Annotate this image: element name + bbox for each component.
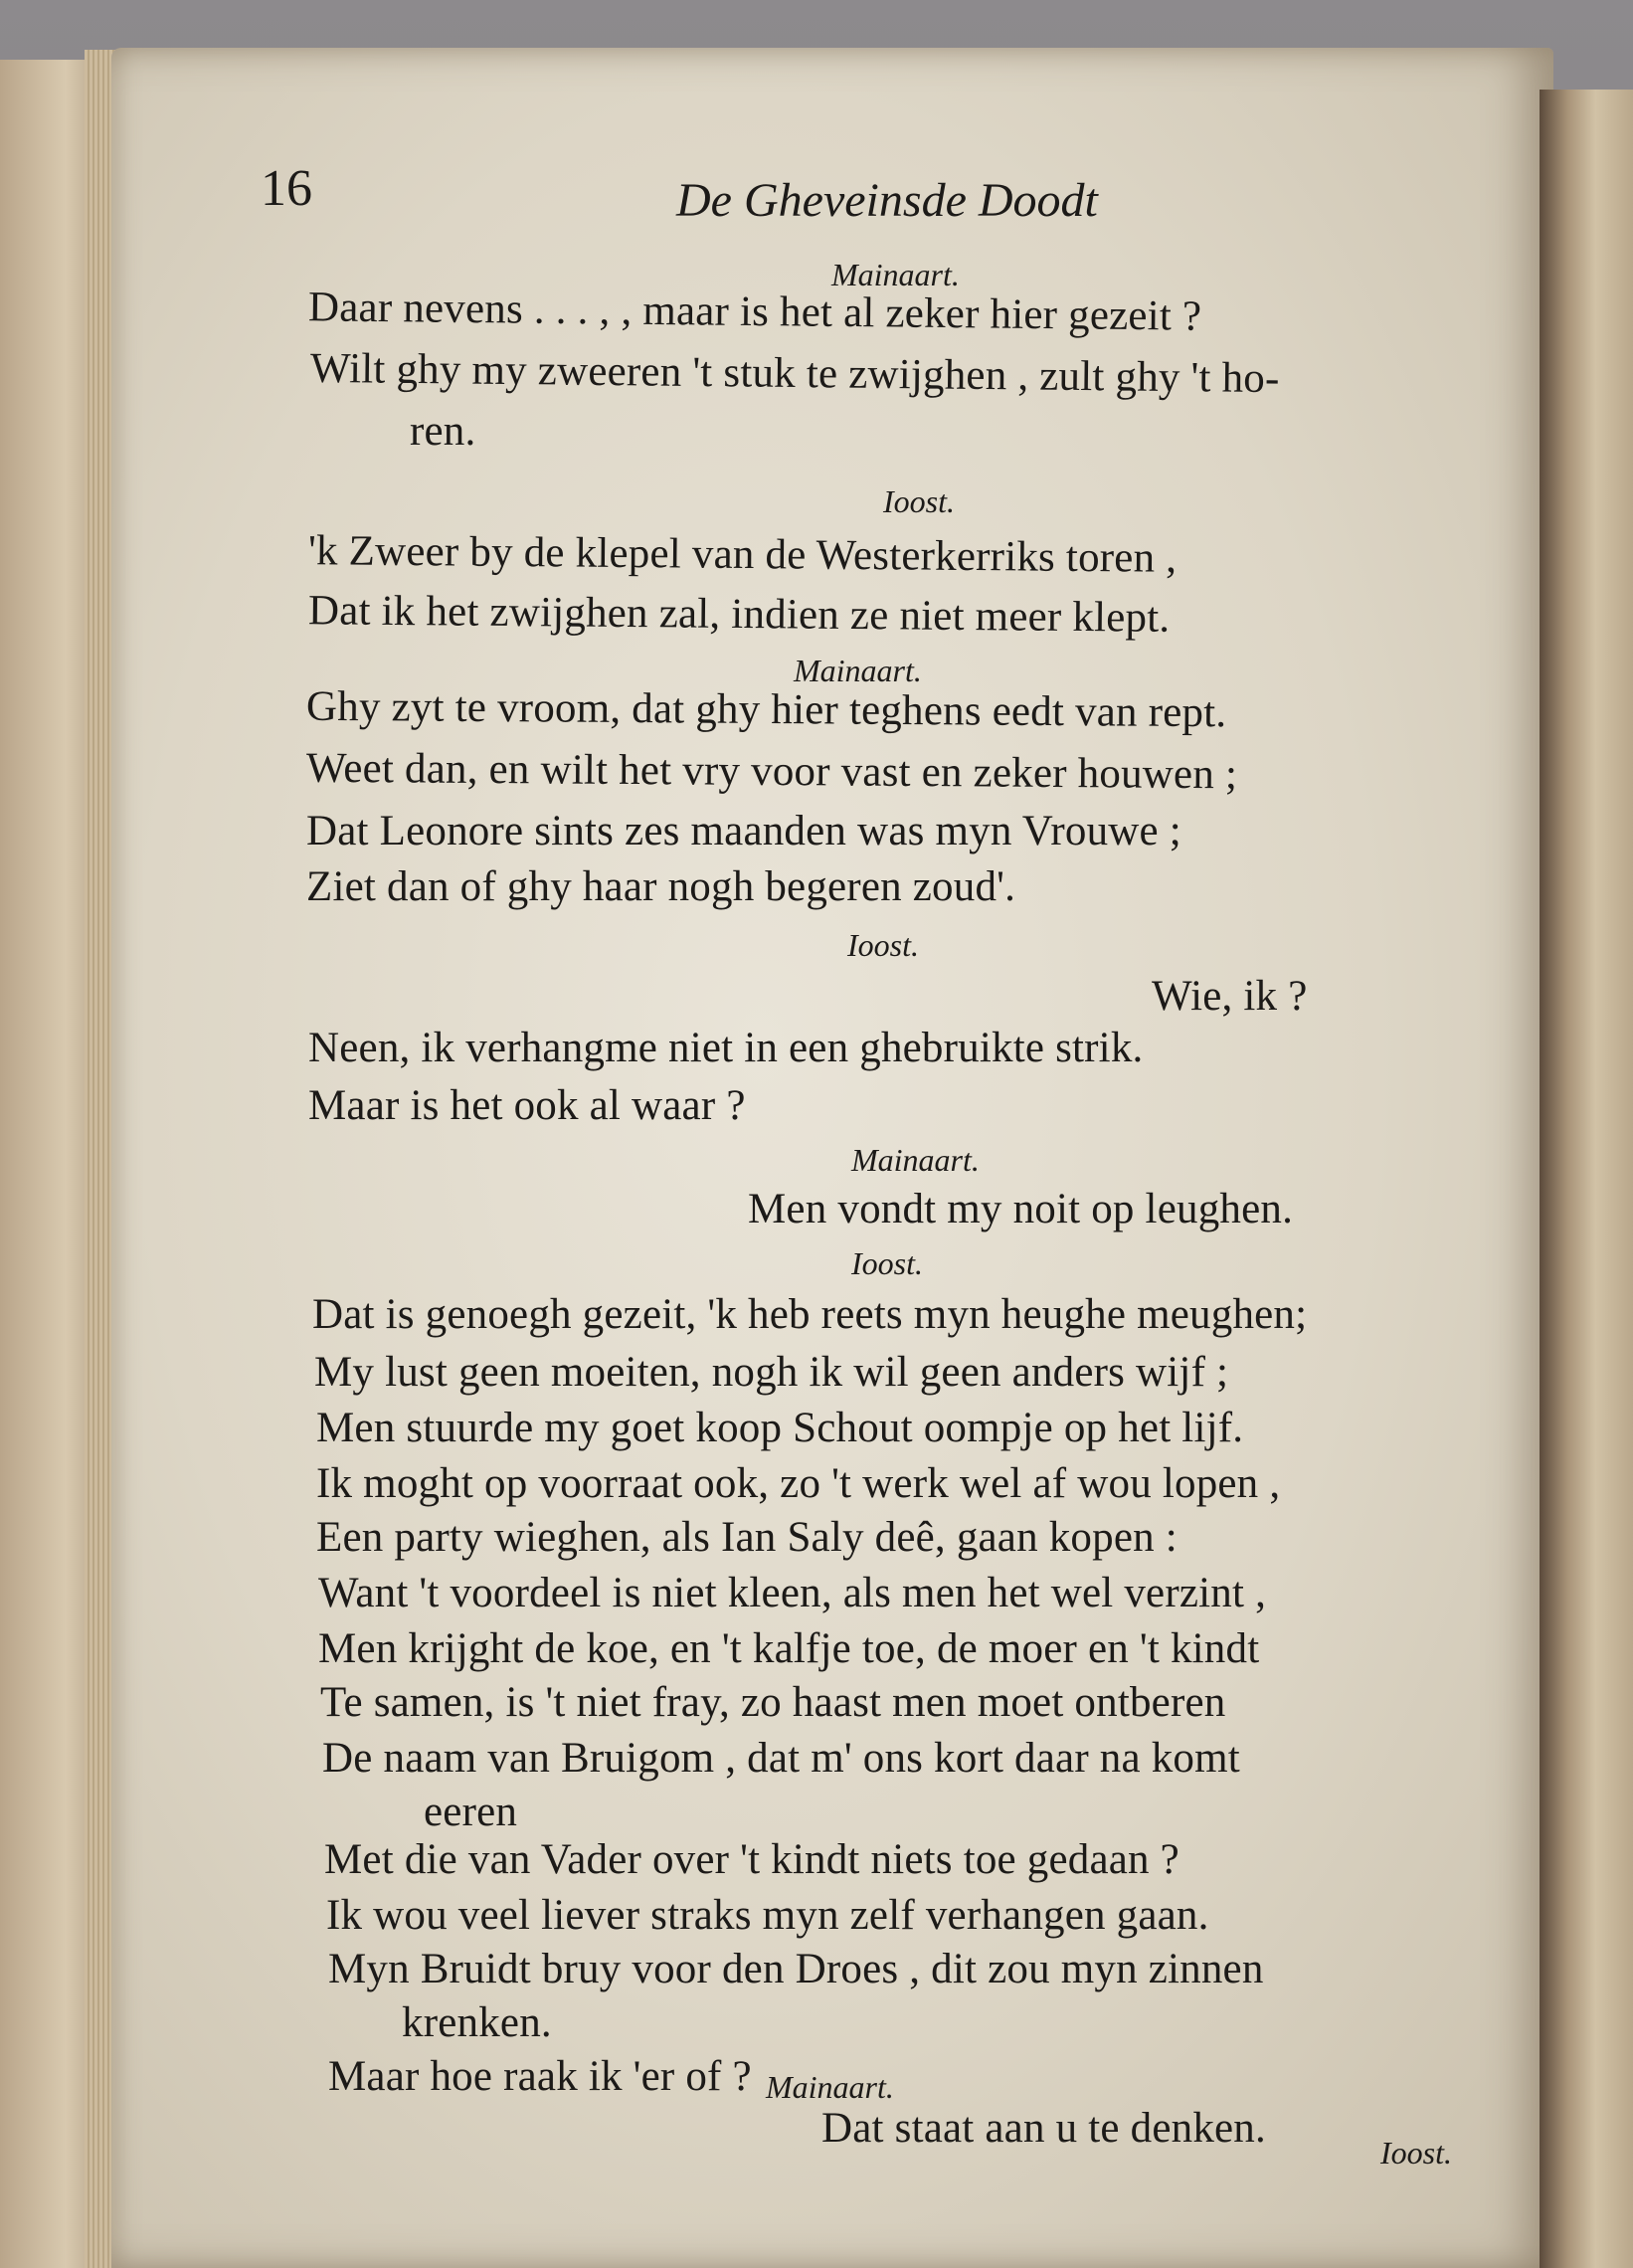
verse-line: eeren: [424, 1789, 518, 1835]
verse-line: Te samen, is 't niet fray, zo haast men moet ontberen: [320, 1679, 1226, 1726]
verse-line: Dat staat aan u te denken.: [821, 2105, 1266, 2152]
verse-line: Neen, ik verhangme niet in een ghebruikte strik.: [308, 1025, 1144, 1071]
speaker-label: Mainaart.: [851, 1142, 980, 1178]
verse-line: Wie, ik ?: [1152, 973, 1308, 1020]
verse-line: Weet dan, en wilt het vry voor vast en zeker houwen ;: [305, 744, 1238, 799]
verse-line: Want 't voordeel is niet kleen, als men het wel verzint ,: [318, 1570, 1267, 1616]
verse-line: Dat is genoegh gezeit, 'k heb reets myn heughe meughen;: [312, 1291, 1308, 1338]
verse-line: Met die van Vader over 't kindt niets toe gedaan ?: [324, 1836, 1179, 1883]
verse-line: ren.: [410, 408, 476, 455]
speaker-label: Mainaart.: [794, 653, 922, 688]
page-number: 16: [261, 160, 312, 217]
verse-line: De naam van Bruigom , dat m' ons kort daar na komt: [322, 1735, 1240, 1782]
verse-line: Een party wieghen, als Ian Saly deê, gaan kopen :: [316, 1514, 1178, 1561]
verse-line: Wilt ghy my zweeren 't stuk te zwijghen , zult ghy 't ho-: [309, 344, 1280, 403]
verse-line: Maar hoe raak ik 'er of ?: [328, 2053, 752, 2100]
verse-line: My lust geen moeiten, nogh ik wil geen anders wijf ;: [314, 1349, 1229, 1396]
verse-line: Ik moght op voorraat ook, zo 't werk wel af wou lopen ,: [316, 1460, 1281, 1507]
verse-line: Myn Bruidt bruy voor den Droes , dit zou myn zinnen: [328, 1946, 1264, 1992]
verse-line: Daar nevens . . . , , maar is het al zeker hier gezeit ?: [307, 284, 1202, 340]
verse-line: Dat Leonore sints zes maanden was myn Vrouwe ;: [306, 808, 1181, 854]
speaker-label: Mainaart.: [766, 2069, 894, 2105]
verse-line: Ziet dan of ghy haar nogh begeren zoud'.: [306, 863, 1016, 910]
verse-line: krenken.: [402, 1999, 552, 2046]
speaker-label: Ioost.: [851, 1245, 923, 1281]
verse-line: Maar is het ook al waar ?: [308, 1082, 746, 1129]
verse-line: Ghy zyt te vroom, dat ghy hier teghens eedt van rept.: [305, 682, 1227, 737]
catchword: Ioost.: [1380, 2135, 1452, 2171]
verse-line: Ik wou veel liever straks myn zelf verhangen gaan.: [326, 1892, 1209, 1939]
speaker-label: Mainaart.: [831, 257, 960, 292]
verse-line: Dat ik het zwijghen zal, indien ze niet meer klept.: [307, 587, 1171, 642]
running-title: De Gheveinsde Doodt: [676, 174, 1098, 227]
speaker-label: Ioost.: [883, 483, 955, 519]
verse-line: Men stuurde my goet koop Schout oompje op het lijf.: [316, 1405, 1244, 1451]
verse-line: Men krijght de koe, en 't kalfje toe, de moer en 't kindt: [318, 1625, 1260, 1672]
speaker-label: Ioost.: [847, 927, 919, 963]
verse-line: 'k Zweer by de klepel van de Westerkerriks toren ,: [307, 527, 1178, 582]
verse-line: Men vondt my noit op leughen.: [748, 1186, 1294, 1232]
